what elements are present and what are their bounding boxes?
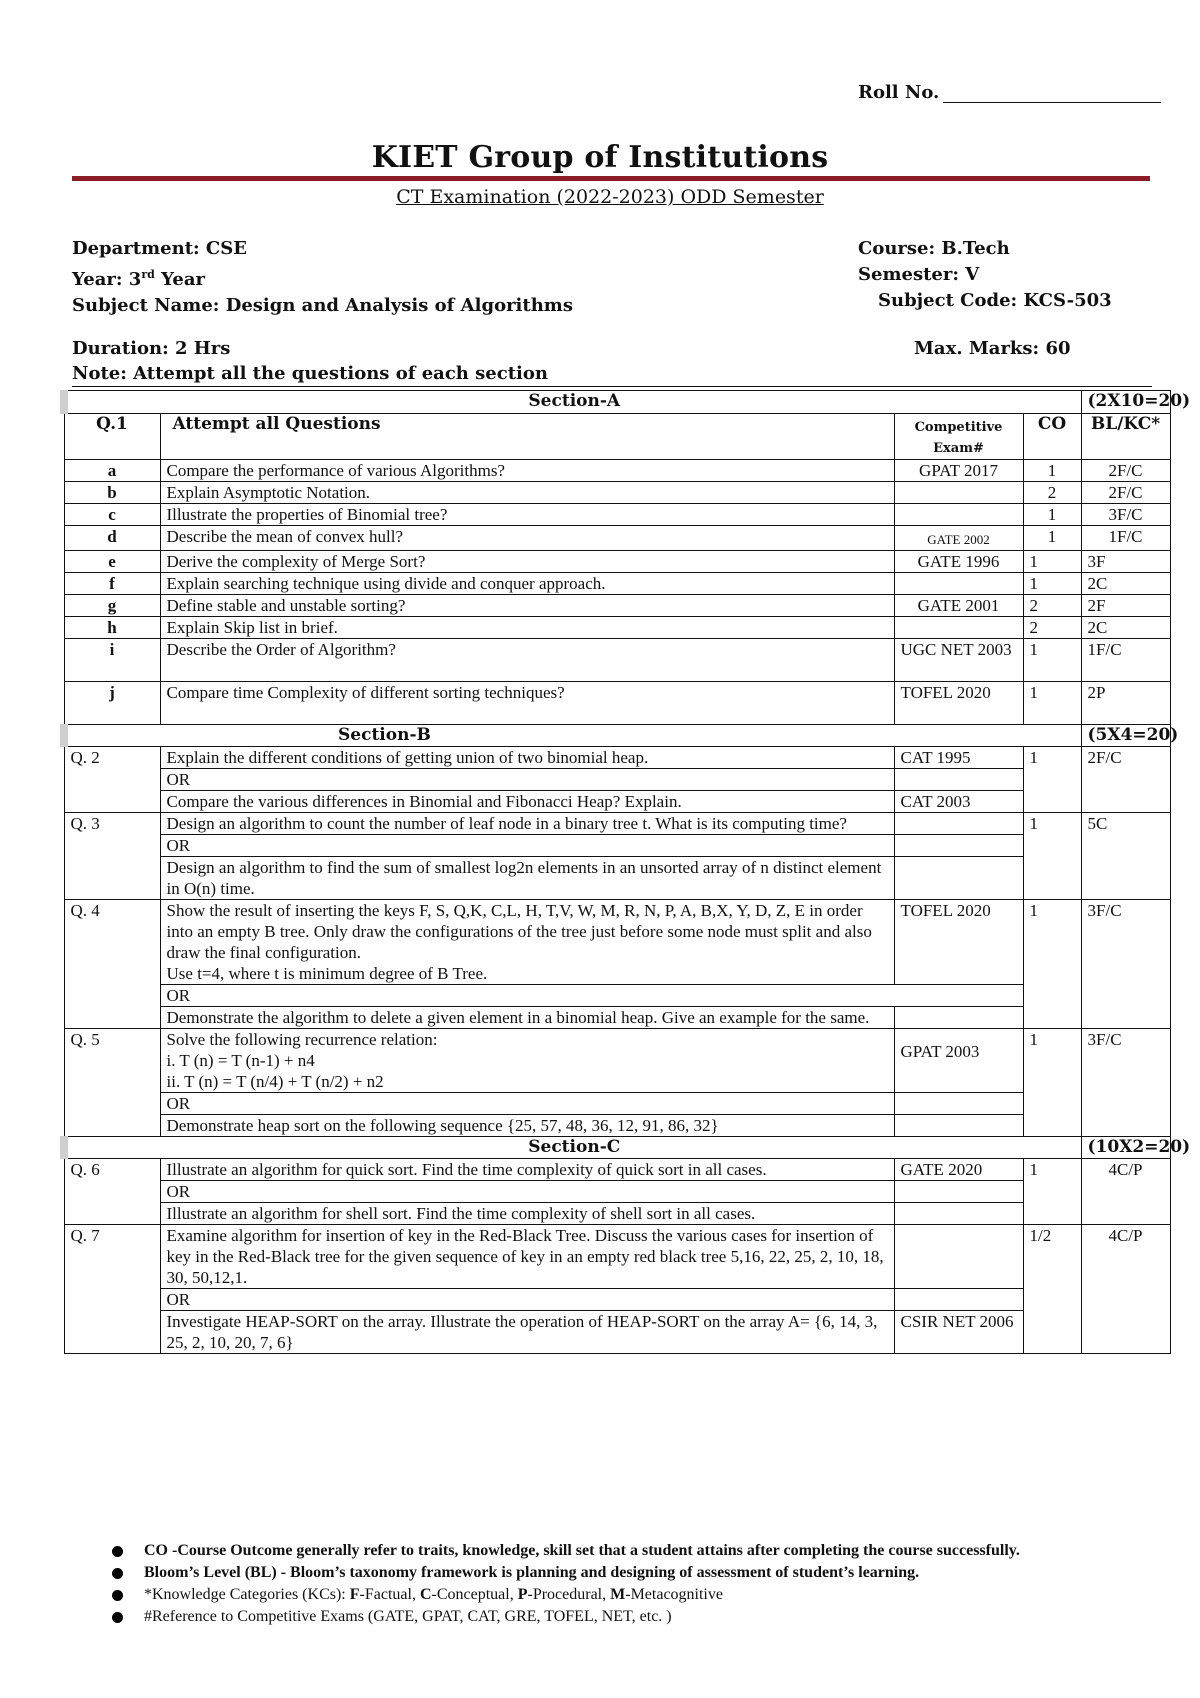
q7-row-1: Q. 7 Examine algorithm for insertion of key in the Red-Black Tree. Discuss the various cases for insertion of key in the Red-Black tree for the given sequence of key in an empty red black tree 5,16, 22, 25, 2, 10, 18, 30, 50,12,1. 1/2 4C/P xyxy=(64,1225,1170,1289)
year: Year: 3rd Year xyxy=(72,268,205,290)
footnote-kc: *Knowledge Categories (KCs): F-Factual, C-Conceptual, P-Procedural, M-Metacognitive xyxy=(110,1584,1170,1606)
competitive-exam-header: Competitive Exam# xyxy=(894,414,1023,460)
question-row: i Describe the Order of Algorithm? UGC NET 2003 1 1F/C xyxy=(64,639,1170,682)
section-b-header xyxy=(64,725,1170,747)
section-a-title: Section-A xyxy=(64,391,1081,414)
roll-label: Roll No. xyxy=(858,82,940,103)
department: Department: CSE xyxy=(72,238,247,259)
question-row: h Explain Skip list in brief. 2 2C xyxy=(64,617,1170,639)
question-row: c Illustrate the properties of Binomial tree? 1 3F/C xyxy=(64,504,1170,526)
q5-row-2: Demonstrate heap sort on the following sequence {25, 57, 48, 36, 12, 91, 86, 32} xyxy=(64,1115,1170,1137)
q2-label: Q. 2 xyxy=(64,747,160,813)
institution-title: KIET Group of Institutions xyxy=(371,140,829,175)
question-table xyxy=(60,390,1191,1354)
q7-label: Q. 7 xyxy=(64,1225,160,1354)
question-row: j Compare time Complexity of different sorting techniques? TOFEL 2020 1 2P xyxy=(64,682,1170,725)
question-row: g Define stable and unstable sorting? GATE 2001 2 2F xyxy=(64,595,1170,617)
section-c-header xyxy=(64,1137,1170,1159)
footnote-bl: Bloom’s Level (BL) - Bloom’s taxonomy framework is planning and designing of assessment of student’s learning. xyxy=(110,1562,1170,1584)
title-divider xyxy=(72,176,1150,181)
q6-label: Q. 6 xyxy=(64,1159,160,1225)
q6-or: OR xyxy=(64,1181,1170,1203)
section-a-marks: (2X10=20) xyxy=(1081,391,1170,414)
q2-row-1: Q. 2 Explain the different conditions of getting union of two binomial heap. CAT 1995 1 2F/C xyxy=(64,747,1170,769)
section-b-title: Section-B xyxy=(64,725,1081,747)
exam-title: CT Examination (2022-2023) ODD Semester xyxy=(396,186,824,208)
blkc-header: BL/KC* xyxy=(1081,414,1170,460)
q4-label: Q. 4 xyxy=(64,900,160,1029)
roll-number-field xyxy=(858,82,1161,103)
question-row: e Derive the complexity of Merge Sort? GATE 1996 1 3F xyxy=(64,551,1170,573)
section-c-marks: (10X2=20) xyxy=(1081,1137,1170,1159)
note: Note: Attempt all the questions of each section xyxy=(72,362,1152,387)
question-row: f Explain searching technique using divide and conquer approach. 1 2C xyxy=(64,573,1170,595)
attempt-all-label: Attempt all Questions xyxy=(160,414,894,460)
q1-label: Q.1 xyxy=(64,414,160,460)
q2-or: OR xyxy=(64,769,1170,791)
roll-line xyxy=(943,84,1161,103)
q4-row-2: Demonstrate the algorithm to delete a given element in a binomial heap. Give an example for the same. xyxy=(64,1007,1170,1029)
q6-row-2: Illustrate an algorithm for shell sort. Find the time complexity of shell sort in all cases. xyxy=(64,1203,1170,1225)
q6-row-1: Q. 6 Illustrate an algorithm for quick sort. Find the time complexity of quick sort in all cases. GATE 2020 1 4C/P xyxy=(64,1159,1170,1181)
footnote-co: CO -Course Outcome generally refer to traits, knowledge, skill set that a student attains after completing the course successfully. xyxy=(110,1540,1170,1562)
q7-or: OR xyxy=(64,1289,1170,1311)
question-row: b Explain Asymptotic Notation. 2 2F/C xyxy=(64,482,1170,504)
q3-label: Q. 3 xyxy=(64,813,160,900)
section-b-marks: (5X4=20) xyxy=(1081,725,1170,747)
q7-row-2: Investigate HEAP-SORT on the array. Illustrate the operation of HEAP-SORT on the array A= {6, 14, 3, 25, 2, 10, 20, 7, 6} CSIR NET 2006 xyxy=(64,1311,1170,1354)
meta-right xyxy=(858,236,1112,314)
q5-label: Q. 5 xyxy=(64,1029,160,1137)
section-c-title: Section-C xyxy=(64,1137,1081,1159)
footnote-ref: #Reference to Competitive Exams (GATE, GPAT, CAT, GRE, TOFEL, NET, etc. ) xyxy=(110,1606,1170,1628)
semester: Semester: V xyxy=(858,264,980,285)
q4-or: OR xyxy=(64,985,1170,1007)
q3-row-2: Design an algorithm to find the sum of smallest log2n elements in an unsorted array of n distinct element in O(n) time. xyxy=(64,857,1170,900)
duration: Duration: 2 Hrs xyxy=(72,338,231,359)
meta-left xyxy=(72,236,573,319)
co-header: CO xyxy=(1023,414,1081,460)
subject-name: Subject Name: Design and Analysis of Algorithms xyxy=(72,295,573,316)
footer-notes xyxy=(110,1540,1170,1628)
q2-row-2: Compare the various differences in Binomial and Fibonacci Heap? Explain. CAT 2003 xyxy=(64,791,1170,813)
subject-code: Subject Code: KCS-503 xyxy=(878,290,1112,311)
q3-or: OR xyxy=(64,835,1170,857)
section-a-header xyxy=(64,391,1170,414)
q3-row-1: Q. 3 Design an algorithm to count the number of leaf node in a binary tree t. What is its computing time? 1 5C xyxy=(64,813,1170,835)
column-header-row xyxy=(64,414,1170,460)
course: Course: B.Tech xyxy=(858,238,1010,259)
q5-or: OR xyxy=(64,1093,1170,1115)
max-marks: Max. Marks: 60 xyxy=(914,338,1071,359)
question-row: a Compare the performance of various Algorithms? GPAT 2017 1 2F/C xyxy=(64,460,1170,482)
q5-row-1: Q. 5 Solve the following recurrence relation: i. T (n) = T (n-1) + n4 ii. T (n) = T (n/4) + T (n/2) + n2 GPAT 2003 1 3F/C xyxy=(64,1029,1170,1093)
question-row: d Describe the mean of convex hull? GATE 2002 1 1F/C xyxy=(64,526,1170,551)
q4-row-1: Q. 4 Show the result of inserting the keys F, S, Q,K, C,L, H, T,V, W, M, R, N, P, A, B,X, Y, D, Z, E in order into an empty B tree. Only draw the configurations of the tree just before some node must split and also draw the final configuration. Use t=4, where t is minimum degree of B Tree. TOFEL 2020 1 3F/C xyxy=(64,900,1170,985)
